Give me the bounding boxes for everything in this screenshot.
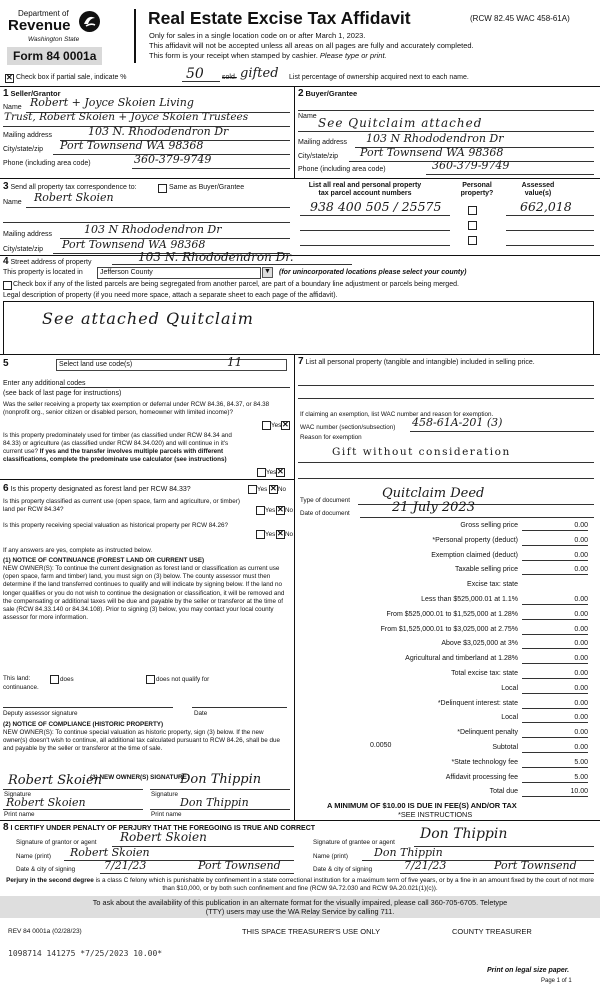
corr-city[interactable]: Port Townsend WA 98368 xyxy=(62,238,206,251)
parcel-col-2: Personal property? xyxy=(460,182,494,197)
same-as-buyer-label: Same as Buyer/Grantee xyxy=(169,184,245,191)
tax-row-label: Taxable selling price xyxy=(454,566,518,574)
partial-label-b: sold. xyxy=(222,74,237,81)
exemption-question: Was the seller receiving a property tax exemption or deferral under RCW 84.36, 84.37, or 84.38 (nonprofit org., senior citizen or disabled person, homeowner with limited income)? xyxy=(3,401,270,416)
buyer-phone[interactable]: 360-379-9749 xyxy=(432,159,510,172)
compliance-body: NEW OWNER(S): To continue special valuation as historic property, sign (3) below. If the new owner(s) doesn't wish to continue, all additional tax calculated pursuant to RCW 84.26, shall be due and payable by the seller or transferor at the time of sale. xyxy=(3,729,281,753)
s6-q1-yes-checkbox[interactable] xyxy=(248,485,257,494)
buyer-name[interactable]: See Quitclaim attached xyxy=(318,116,483,130)
seller-city[interactable]: Port Townsend WA 98368 xyxy=(60,139,204,152)
seller-mailing-label: Mailing address xyxy=(3,132,53,139)
tax-row-value[interactable]: 0.00 xyxy=(574,566,588,574)
tax-row-label: Subtotal xyxy=(492,744,518,751)
grantee-sig-label: Signature of grantee or agent xyxy=(313,839,395,846)
tax-row-value[interactable]: 5.00 xyxy=(574,758,588,766)
grantee-name[interactable]: Don Thippin xyxy=(374,846,443,859)
tax-row-value[interactable]: 0.00 xyxy=(574,684,588,692)
timber-question: Is this property predominately used for timber (as classified under RCW 84.34 and 84.33) or agriculture (as classified under RCW 84.34.020) and will continue in it's current use? If yes and the transfer involves multiple parcels with different classifications, complete the predominate use calculator (see instructions) xyxy=(3,432,232,463)
parcel-col-1: List all real and personal property tax parcel account numbers xyxy=(308,182,422,197)
tax-row-label: Less than $525,000.01 at 1.1% xyxy=(421,596,518,603)
tax-row-value[interactable]: 5.00 xyxy=(574,773,588,781)
alt-format-2: (TTY) users may use the WA Relay Service by calling 711. xyxy=(205,907,395,916)
tax-row-value[interactable]: 0.00 xyxy=(574,625,588,633)
personal-property-checkbox-2[interactable] xyxy=(468,221,477,230)
dept-top: Department of xyxy=(18,9,69,18)
grantor-date[interactable]: 7/21/23 xyxy=(104,859,147,872)
new-owner-print-right[interactable]: Don Thippin xyxy=(180,796,249,809)
tax-row-label: Local xyxy=(501,714,518,722)
buyer-name-label: Name xyxy=(298,113,317,120)
s6-q1-no-checkbox[interactable] xyxy=(269,485,278,494)
s6-q2-no-label: No xyxy=(285,507,294,514)
s6-q3-no-label: No xyxy=(285,531,294,538)
seller-mailing[interactable]: 103 N. Rhododendron Dr xyxy=(88,125,229,138)
buyer-phone-label: Phone (including area code) xyxy=(298,166,386,173)
section6-q1: 6 Is this property designated as forest land per RCW 84.33? xyxy=(3,483,191,494)
tax-row-value[interactable]: 0.00 xyxy=(574,714,588,722)
section6-q2: Is this property classified as current use (open space, farm and agriculture, or timber) land per RCW 84.34? xyxy=(3,498,240,513)
corr-name-label: Name xyxy=(3,199,22,206)
tax-row-label: *Delinquent interest: state xyxy=(437,699,518,707)
tax-row-value[interactable]: 0.00 xyxy=(574,522,588,529)
section7-heading: 7 List all personal property (tangible and intangible) included in selling price. xyxy=(298,356,535,367)
corr-city-label: City/state/zip xyxy=(3,246,44,253)
doc-date[interactable]: 21 July 2023 xyxy=(392,500,475,515)
perjury-notice: Perjury in the second degree is a class C felony which is punishable by confinement in a state correctional institution for a maximum term of five years, or by a fine in an amount fixed by the court of not more than $10,000, or by both such confinement and fine (RCW 9A.72.030 and RCW 9A.20.021(1)(c)). xyxy=(6,877,594,892)
additional-codes-label: Enter any additional codes xyxy=(3,380,86,387)
corr-mailing-label: Mailing address xyxy=(3,231,53,238)
q1-yes-checkbox[interactable] xyxy=(262,421,271,430)
grantor-name-label: Name (print) xyxy=(16,853,51,860)
tax-row-value[interactable]: 0.00 xyxy=(574,640,588,648)
tax-row-value[interactable]: 10.00 xyxy=(570,788,588,796)
continuance-label: continuance. xyxy=(3,684,39,691)
doc-type[interactable]: Quitclaim Deed xyxy=(382,486,485,501)
treasurer-space: THIS SPACE TREASURER'S USE ONLY xyxy=(242,927,381,936)
county-note: (for unincorporated locations please select your county) xyxy=(279,269,467,276)
county-label: This property is located in xyxy=(3,269,83,276)
grantor-sig-label: Signature of grantor or agent xyxy=(16,839,97,846)
legal-description-box[interactable] xyxy=(3,301,594,355)
tax-row-value[interactable]: 0.00 xyxy=(574,655,588,663)
new-owner-sig-title: (3) NEW OWNER(S) SIGNATURE xyxy=(90,774,187,781)
corr-mailing[interactable]: 103 N Rhododendron Dr xyxy=(84,223,222,236)
grantee-name-label: Name (print) xyxy=(313,853,348,860)
chevron-down-icon[interactable]: ▼ xyxy=(262,267,273,278)
tax-row-label: Agricultural and timberland at 1.28% xyxy=(405,655,518,663)
street-heading: 4 Street address of property xyxy=(3,256,92,267)
tax-row-value[interactable]: 0.00 xyxy=(574,536,588,544)
see-back-label: (see back of last page for instructions) xyxy=(3,390,122,397)
q2-yes-checkbox[interactable] xyxy=(257,468,266,477)
tax-row-label: Above $3,025,000 at 3% xyxy=(441,640,518,648)
s6-q2-yes-label: Yes xyxy=(265,507,276,514)
corr-name[interactable]: Robert Skoien xyxy=(34,191,114,204)
tax-row-label: Excise tax: state xyxy=(467,581,518,589)
print-name-label-left: Print name xyxy=(4,811,35,818)
boundary-checkbox[interactable] xyxy=(3,281,12,290)
new-owner-print-left[interactable]: Robert Skoien xyxy=(6,796,86,809)
deputy-label: Deputy assessor signature xyxy=(3,710,78,717)
certify-heading: 8 I CERTIFY UNDER PENALTY OF PERJURY THAT THE FOREGOING IS TRUE AND CORRECT xyxy=(3,822,316,833)
page-number: Page 1 of 1 xyxy=(541,978,572,984)
continuance-title: (1) NOTICE OF CONTINUANCE (FOREST LAND OR CURRENT USE) xyxy=(3,557,205,564)
parcel-value[interactable]: 662,018 xyxy=(520,199,572,214)
s6-q1-no-label: No xyxy=(278,486,287,493)
partial-sale-checkbox[interactable] xyxy=(5,74,14,83)
seller-name-label: Name xyxy=(3,104,22,111)
exemption-label: If claiming an exemption, list WAC number and reason for exemption. xyxy=(300,411,494,418)
tax-row-label: Local xyxy=(501,684,518,692)
does-checkbox[interactable] xyxy=(50,675,59,684)
legal-paper-note: Print on legal size paper. xyxy=(487,967,570,974)
partial-label-c: List percentage of ownership acquired next to each name. xyxy=(289,74,469,81)
signature-label-left: Signature xyxy=(4,791,31,798)
tax-row-label: From $1,525,000.01 to $3,025,000 at 2.75% xyxy=(380,625,518,633)
tax-row-value[interactable]: 0.00 xyxy=(574,729,588,737)
header-note-2: This affidavit will not be accepted unless all areas on all pages are fully and accurately completed. xyxy=(149,41,474,50)
tax-row-label: Total due xyxy=(489,788,518,796)
q1-yes-label: Yes xyxy=(271,422,282,429)
land-use-num: 5 xyxy=(3,358,9,369)
county-treasurer: COUNTY TREASURER xyxy=(452,927,532,936)
grantor-city[interactable]: Port Townsend xyxy=(198,859,281,872)
form-rcw: (RCW 82.45 WAC 458-61A) xyxy=(470,14,570,23)
parcel-col-3: Assessed value(s) xyxy=(521,182,555,197)
s6-q3-yes-label: Yes xyxy=(265,531,276,538)
grantee-date[interactable]: 7/21/23 xyxy=(404,859,447,872)
grantee-date-label: Date & city of signing xyxy=(313,866,373,873)
tax-row-value[interactable]: 0.00 xyxy=(574,670,588,677)
q1-no-checkbox[interactable] xyxy=(281,421,290,430)
dept-state: Washington State xyxy=(28,36,80,43)
buyer-mailing-label: Mailing address xyxy=(298,139,348,146)
tax-row-label: Exemption claimed (deduct) xyxy=(431,551,518,559)
buyer-mailing[interactable]: 103 N Rhododendron Dr xyxy=(366,132,504,145)
s6-q2-yes-checkbox[interactable] xyxy=(256,506,265,515)
q2-yes-label: Yes xyxy=(266,469,277,476)
buyer-heading: 2 Buyer/Grantee xyxy=(298,88,358,99)
seller-phone-label: Phone (including area code) xyxy=(3,160,91,167)
partial-gifted: gifted xyxy=(240,66,279,81)
form-id: Form 84 0001a xyxy=(7,47,102,65)
print-name-label-right: Print name xyxy=(151,811,182,818)
county-select[interactable]: Jefferson County xyxy=(97,267,261,279)
grantee-city[interactable]: Port Townsend xyxy=(494,859,577,872)
cashier-stamp: 1098714 141275 *7/25/2023 10.00* xyxy=(8,949,163,958)
q2-no-checkbox[interactable] xyxy=(276,468,285,477)
revenue-logo-icon xyxy=(79,11,100,32)
land-use-select[interactable]: Select land use code(s) xyxy=(56,359,287,371)
tax-row-value[interactable]: 0.00 xyxy=(574,596,588,603)
seller-name-1[interactable]: Robert + Joyce Skoien Living xyxy=(30,96,194,109)
does-not-label: does not qualify for xyxy=(156,676,210,683)
does-not-checkbox[interactable] xyxy=(146,675,155,684)
partial-label-a: Check box if partial sale, indicate % xyxy=(16,74,127,81)
dept-name: Revenue xyxy=(8,17,71,34)
grantor-name[interactable]: Robert Skoien xyxy=(70,846,150,859)
rev-number: REV 84 0001a (02/28/23) xyxy=(8,928,82,935)
grantee-signature[interactable]: Don Thippin xyxy=(420,826,508,842)
tax-row-value[interactable]: 0.00 xyxy=(574,551,588,559)
tax-row-label: *Delinquent penalty xyxy=(457,729,518,737)
tax-row-label: *State technology fee xyxy=(451,758,518,766)
does-label: does xyxy=(60,676,74,683)
this-land-label: This land: xyxy=(3,675,31,682)
doc-type-label: Type of document xyxy=(300,497,351,504)
doc-date-label: Date of document xyxy=(300,510,350,517)
s6-q3-yes-checkbox[interactable] xyxy=(256,530,265,539)
signature-label-right: Signature xyxy=(151,791,178,798)
seller-heading: 1 Seller/Grantor xyxy=(3,88,61,99)
s6-q2-no-checkbox[interactable] xyxy=(276,506,285,515)
exemption-reason[interactable]: Gift without consideration xyxy=(332,446,511,458)
tax-row-label: From $525,000.01 to $1,525,000 at 1.28% xyxy=(386,610,518,618)
buyer-city-label: City/state/zip xyxy=(298,153,339,160)
compliance-title: (2) NOTICE OF COMPLIANCE (HISTORIC PROPERTY) xyxy=(3,721,164,728)
legal-label: Legal description of property (if you need more space, attach a separate sheet to each page of the affidavit). xyxy=(3,292,338,299)
new-owner-sig-right[interactable]: Don Thippin xyxy=(180,772,262,787)
continuance-body: NEW OWNER(S): To continue the current designation as forest land or classification as current use (open space, farm and timber) land, you must sign on (3) below. The county assessor must then determine if the land transferred continues to qualify and will indicate by signing below. If the land no longer qualifies or you do not wish to continue the designation or classification, it will be removed and the compensating or additional taxes will be due and payable by the seller or transferor at the time of sale (RCW 84.33.140 or 84.34.108). Prior to signing (3) below, you may contact your local county assessor for more information. xyxy=(3,565,285,622)
wac-number[interactable]: 458-61A-201 (3) xyxy=(412,416,503,429)
tax-row-value[interactable]: 0.00 xyxy=(574,610,588,618)
street-address[interactable]: 103 N. Rhododendron Dr. xyxy=(138,250,294,264)
local-rate: 0.0050 xyxy=(370,742,392,749)
correspondence-heading: 3 Send all property tax correspondence to: xyxy=(3,181,137,192)
header-note-3: This form is your receipt when stamped by cashier. Please type or print. xyxy=(149,51,387,60)
alt-format-1: To ask about the availability of this publication in an alternate format for the visually impaired, please call 360-705-6705. Teletype xyxy=(92,898,508,907)
section6-instr: If any answers are yes, complete as instructed below. xyxy=(3,547,153,554)
seller-phone[interactable]: 360-379-9749 xyxy=(134,153,212,166)
same-as-buyer-checkbox[interactable] xyxy=(158,184,167,193)
new-owner-sig-left[interactable]: Robert Skoien xyxy=(8,773,103,788)
form-title: Real Estate Excise Tax Affidavit xyxy=(148,8,411,28)
s6-q3-no-checkbox[interactable] xyxy=(276,530,285,539)
tax-row-label: Gross selling price xyxy=(460,522,518,529)
reason-label: Reason for exemption xyxy=(300,434,362,441)
legal-description: See attached Quitclaim xyxy=(42,309,254,328)
tax-row-value[interactable]: 0.00 xyxy=(574,699,588,707)
wac-label: WAC number (section/subsection) xyxy=(300,424,396,431)
s6-q1-yes-label: Yes xyxy=(257,486,268,493)
section6-q3: Is this property receiving special valuation as historical property per RCW 84.26? xyxy=(3,522,229,529)
header-note-1: Only for sales in a single location code on or after March 1, 2023. xyxy=(149,31,366,40)
buyer-city[interactable]: Port Townsend WA 98368 xyxy=(360,146,504,159)
boundary-label: Check box if any of the listed parcels are being segregated from another parcel, are part of a boundary line adjustment or parcels being merged. xyxy=(13,281,459,288)
personal-property-checkbox-1[interactable] xyxy=(468,206,477,215)
personal-property-checkbox-3[interactable] xyxy=(468,236,477,245)
deputy-date-label: Date xyxy=(194,710,208,717)
grantor-date-label: Date & city of signing xyxy=(16,866,76,873)
see-instructions: *SEE INSTRUCTIONS xyxy=(398,810,473,819)
seller-name-2[interactable]: Trust, Robert Skoien + Joyce Skoien Trustees xyxy=(4,111,249,123)
parcel-number[interactable]: 938 400 505 / 25575 xyxy=(310,199,442,214)
tax-row-value[interactable]: 0.00 xyxy=(574,744,588,751)
grantor-signature[interactable]: Robert Skoien xyxy=(120,830,207,844)
partial-percent[interactable]: 50 xyxy=(186,66,204,82)
tax-row-label: *Personal property (deduct) xyxy=(432,536,518,544)
tax-row-label: Total excise tax: state xyxy=(451,670,518,677)
minimum-notice: A MINIMUM OF $10.00 IS DUE IN FEE(S) AND/OR TAX xyxy=(327,801,517,810)
seller-city-label: City/state/zip xyxy=(3,146,44,153)
tax-row-label: Affidavit processing fee xyxy=(445,773,518,781)
land-use-code: 11 xyxy=(227,355,243,369)
